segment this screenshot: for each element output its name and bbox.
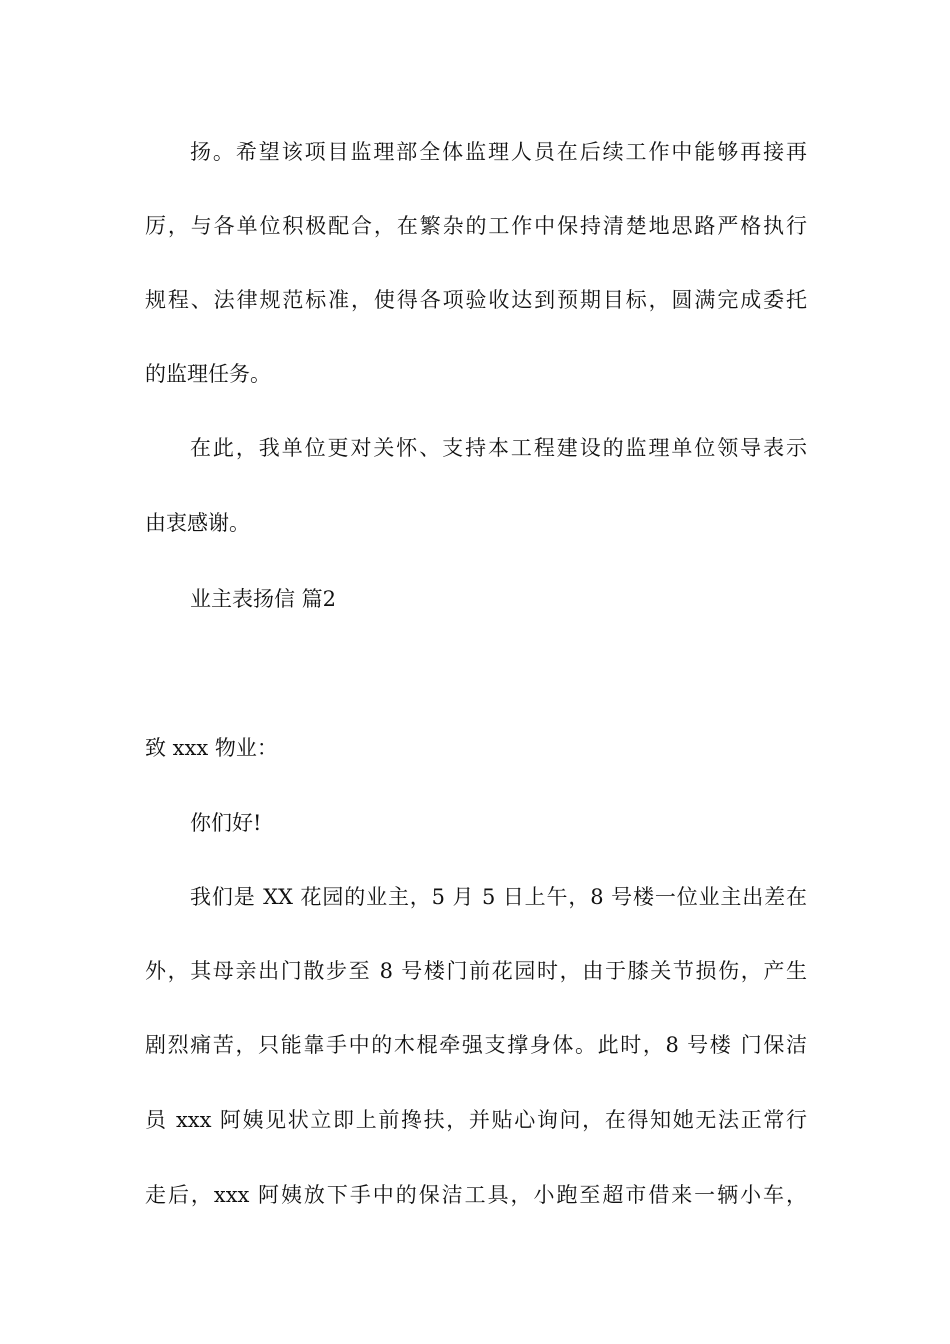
paragraph-line: 外，其母亲出门散步至 8 号楼门前花园时，由于膝关节损伤，产生 [145, 959, 807, 983]
paragraph-line: 剧烈痛苦，只能靠手中的木棍牵强支撑身体。此时，8 号楼 门保洁 [145, 1033, 807, 1057]
paragraph-line: 在此，我单位更对关怀、支持本工程建设的监理单位领导表示 [190, 436, 807, 460]
paragraph-line: 我们是 XX 花园的业主，5 月 5 日上午，8 号楼一位业主出差在 [190, 885, 807, 909]
paragraph-line: 由衷感谢。 [145, 511, 250, 535]
salutation: 致 xxx 物业： [145, 736, 278, 760]
paragraph-line: 厉，与各单位积极配合，在繁杂的工作中保持清楚地思路严格执行 [145, 214, 807, 238]
paragraph-line: 员 xxx 阿姨见状立即上前搀扶，并贴心询问，在得知她无法正常行 [145, 1108, 807, 1132]
paragraph-line: 规程、法律规范标准，使得各项验收达到预期目标，圆满完成委托 [145, 288, 807, 312]
section-heading: 业主表扬信 篇2 [190, 587, 337, 611]
paragraph-line: 的监理任务。 [145, 362, 271, 386]
paragraph-line: 扬。希望该项目监理部全体监理人员在后续工作中能够再接再 [190, 140, 807, 164]
greeting: 你们好! [190, 811, 262, 835]
paragraph-line: 走后，xxx 阿姨放下手中的保洁工具，小跑至超市借来一辆小车， [145, 1183, 807, 1207]
